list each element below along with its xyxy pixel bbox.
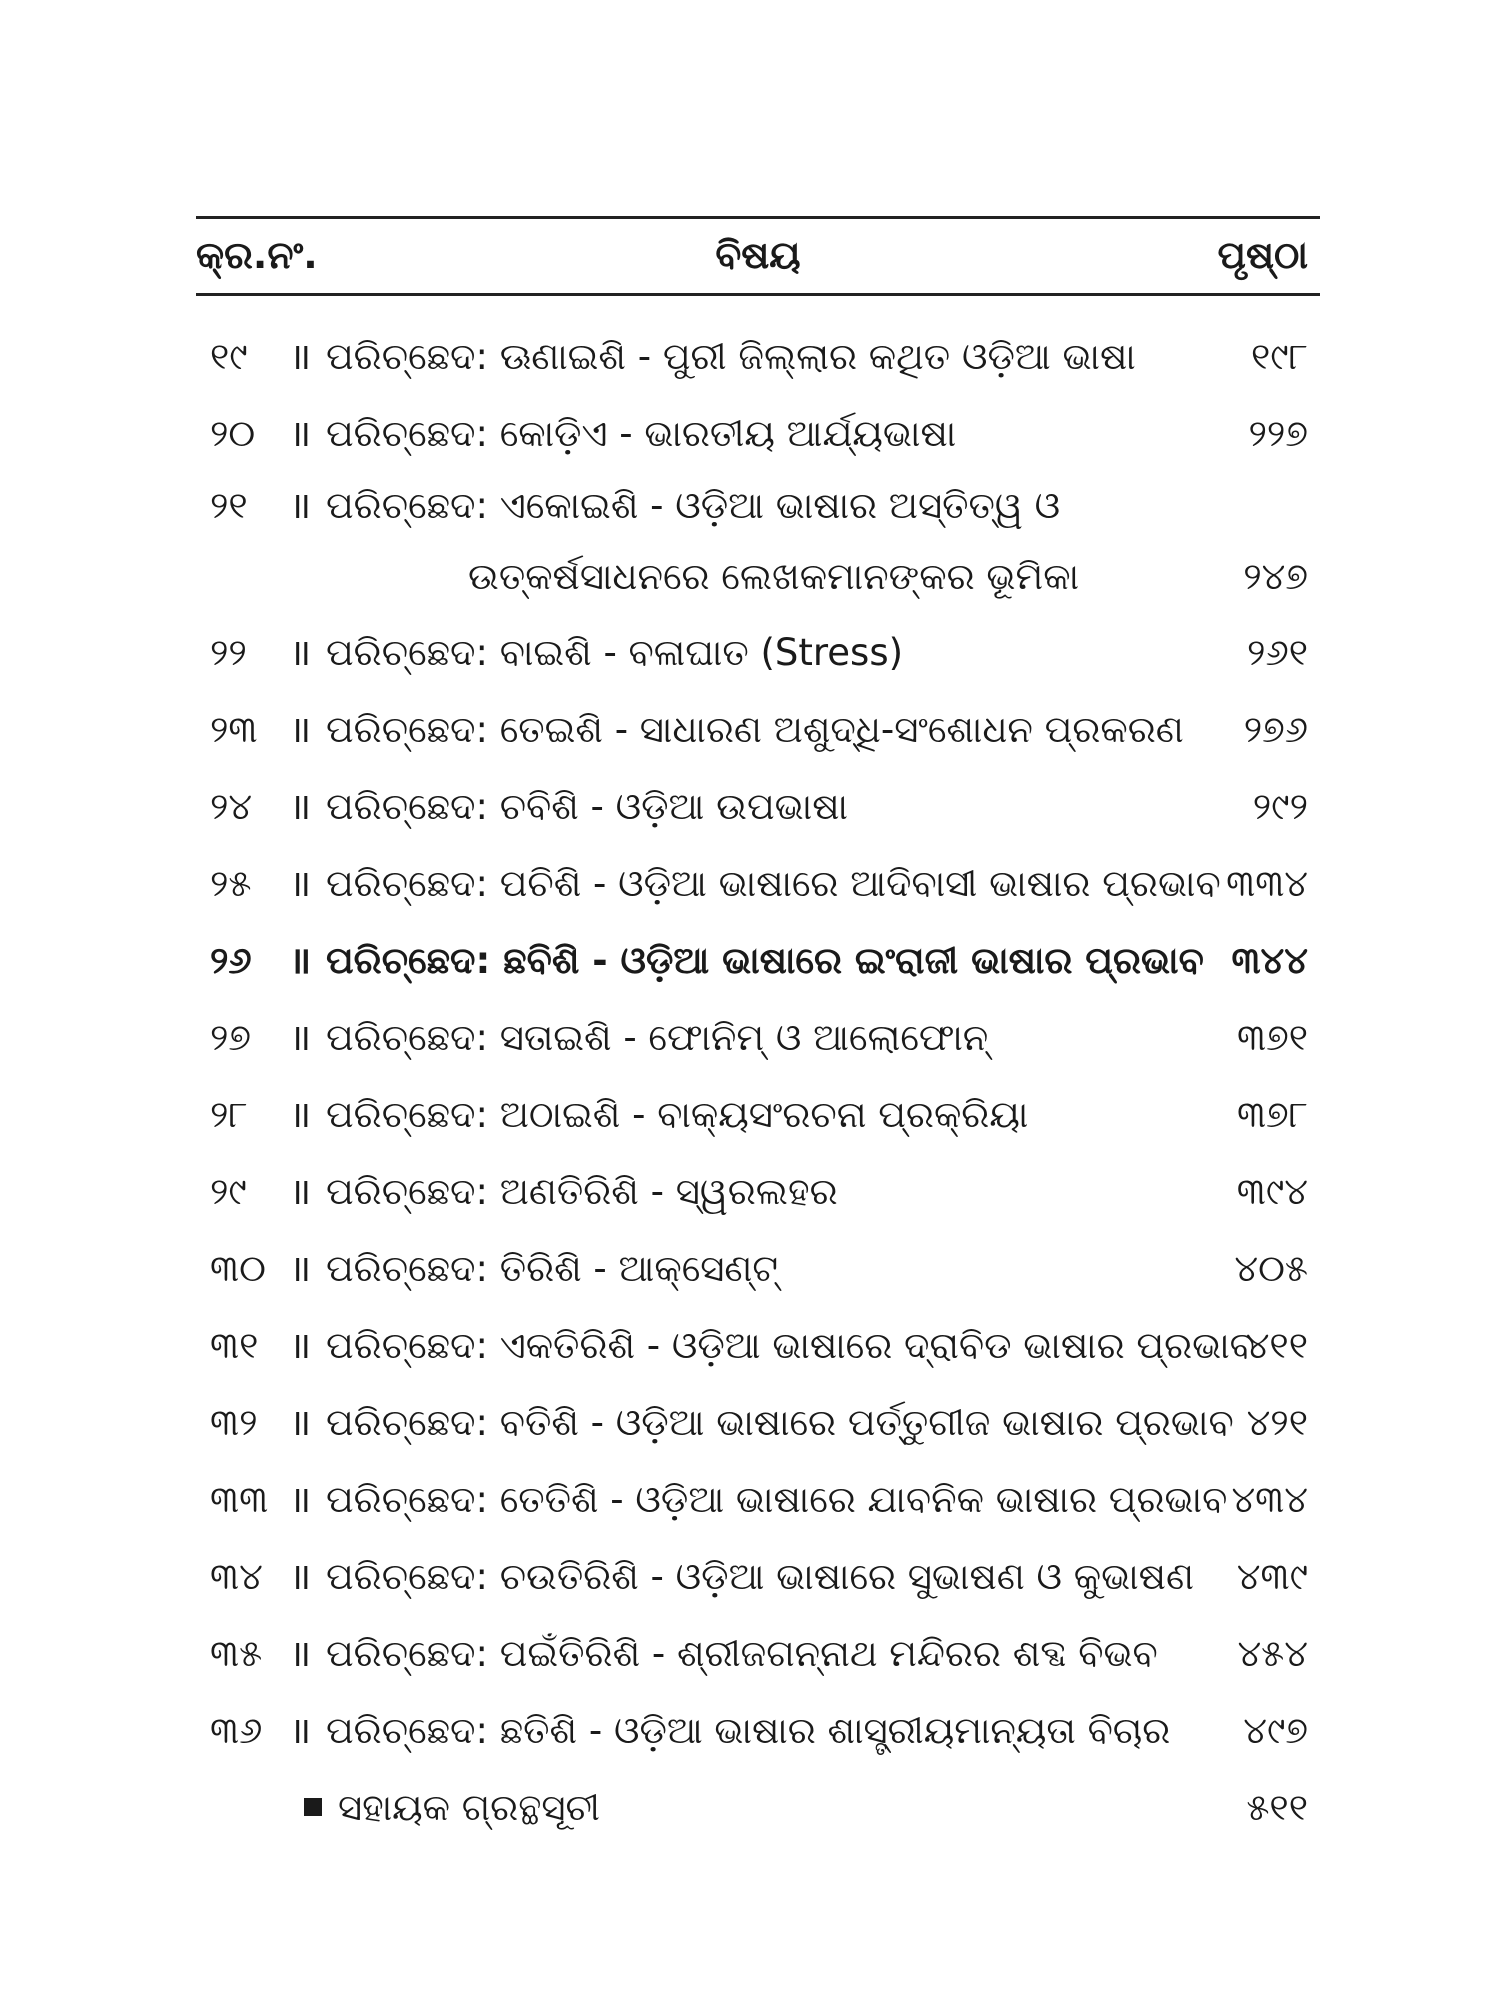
page-number: ୪୩୯ [1236, 1555, 1308, 1598]
page-number: ୨୯୨ [1252, 785, 1308, 828]
toc-row [196, 1230, 1320, 1307]
separator: ॥ [289, 1478, 312, 1521]
chapter-title: ପରିଚ୍ଛେଦ: ପଇଁତିରିଶି - ଶ୍ରୀଜଗନ୍ନାଥ ମନ୍ଦିରର ଶବ୍ଦ ବିଭବ [326, 1632, 1158, 1675]
separator: ॥ [289, 1632, 312, 1675]
toc-row [196, 1461, 1320, 1538]
serial-column-header: କ୍ର.ନଂ. [196, 233, 318, 277]
chapter-number: ୨୯ [210, 1170, 247, 1213]
separator: ॥ [289, 785, 312, 828]
chapter-number: ୨୧ [210, 484, 248, 527]
toc-row [196, 845, 1320, 922]
page-number: ୩୯୪ [1236, 1170, 1308, 1213]
square-bullet-icon [304, 1798, 322, 1816]
chapter-title: ପରିଚ୍ଛେଦ: ସତାଇଶି - ଫୋନିମ୍ ଓ ଆଲୋଫୋନ୍ [326, 1016, 989, 1059]
chapter-number: ୨୩ [210, 708, 258, 751]
toc-row [196, 318, 1320, 395]
page-number: ୩୭୧ [1236, 1016, 1308, 1059]
toc-entries [196, 318, 1320, 1846]
chapter-title: ପରିଚ୍ଛେଦ: ତିରିଶି - ଆକ୍ସେଣ୍ଟ୍ [326, 1247, 778, 1290]
separator: ॥ [289, 1324, 312, 1367]
chapter-title: ପରିଚ୍ଛେଦ: ପଚିଶି - ଓଡ଼ିଆ ଭାଷାରେ ଆଦିବାସୀ ଭାଷାର ପ୍ରଭାବ [326, 862, 1221, 905]
chapter-number: ୨୬ [210, 939, 252, 982]
toc-row [196, 1307, 1320, 1384]
chapter-number: ୨୪ [210, 785, 253, 828]
separator: ॥ [289, 1401, 312, 1444]
toc-row [196, 472, 1320, 540]
page-number: ୧୯୮ [1251, 335, 1308, 378]
toc-row [196, 1538, 1320, 1615]
page-number: ୨୭୬ [1243, 708, 1308, 751]
chapter-title: ପରିଚ୍ଛେଦ: ତେଇଶି - ସାଧାରଣ ଅଶୁଦ୍ଧି-ସଂଶୋଧନ ପ୍ରକରଣ [326, 708, 1184, 751]
chapter-number: ୩୨ [210, 1401, 258, 1444]
chapter-title: ପରିଚ୍ଛେଦ: ଚବିଶି - ଓଡ଼ିଆ ଉପଭାଷା [326, 785, 848, 828]
chapter-number: ୨୨ [210, 631, 247, 674]
toc-row [196, 1076, 1320, 1153]
chapter-title: ପରିଚ୍ଛେଦ: ଏକୋଇଶି - ଓଡ଼ିଆ ଭାଷାର ଅସ୍ତିତ୍ୱ ଓ [326, 484, 1061, 527]
toc-row-bibliography [196, 1769, 1320, 1846]
chapter-number: ୩୬ [210, 1709, 263, 1752]
chapter-title: ପରିଚ୍ଛେଦ: ଅଠାଇଶି - ବାକ୍ୟସଂରଚନା ପ୍ରକ୍ରିୟା [326, 1093, 1029, 1136]
page-number: ୪୫୪ [1237, 1632, 1308, 1675]
chapter-number: ୩୧ [210, 1324, 259, 1367]
separator: ॥ [289, 1709, 312, 1752]
separator: ॥ [289, 939, 312, 982]
toc-row [196, 922, 1320, 999]
chapter-title: ପରିଚ୍ଛେଦ: ଊଣାଇଶି - ପୁରୀ ଜିଲ୍ଲାର କଥିତ ଓଡ଼ିଆ ଭାଷା [326, 335, 1136, 378]
chapter-title: ପରିଚ୍ଛେଦ: ଛବିଶି - ଓଡ଼ିଆ ଭାଷାରେ ଇଂରାଜୀ ଭାଷାର ପ୍ରଭାବ [326, 939, 1204, 982]
chapter-number: ୨୮ [210, 1093, 248, 1136]
separator: ॥ [289, 1093, 312, 1136]
toc-row [196, 1692, 1320, 1769]
chapter-title: ପରିଚ୍ଛେଦ: ବତିଶି - ଓଡ଼ିଆ ଭାଷାରେ ପର୍ତ୍ତୁଗୀଜ ଭାଷାର ପ୍ରଭାବ [326, 1401, 1234, 1444]
separator: ॥ [289, 412, 312, 455]
toc-row [196, 1615, 1320, 1692]
toc-header [196, 219, 1320, 293]
chapter-number: ୩୦ [210, 1247, 266, 1290]
separator: ॥ [289, 1247, 312, 1290]
chapter-number: ୨୫ [210, 862, 252, 905]
separator: ॥ [289, 708, 312, 751]
separator: ॥ [289, 1016, 312, 1059]
bibliography-title: ସହାୟକ ଗ୍ରନ୍ଥସୂଚୀ [338, 1786, 600, 1829]
chapter-number: ୩୪ [210, 1555, 263, 1598]
page-number: ୪୦୫ [1234, 1247, 1308, 1290]
table-of-contents [196, 216, 1320, 1846]
chapter-title: ପରିଚ୍ଛେଦ: ଛତିଶି - ଓଡ଼ିଆ ଭାଷାର ଶାସ୍ତ୍ରୀୟମାନ୍ୟତା ବିଚାର [326, 1709, 1171, 1752]
toc-row [196, 999, 1320, 1076]
page-number: ୫୧୧ [1246, 1786, 1308, 1829]
chapter-title: ପରିଚ୍ଛେଦ: ଚଉତିରିଶି - ଓଡ଼ିଆ ଭାଷାରେ ସୁଭାଷଣ ଓ କୁଭାଷଣ [326, 1555, 1194, 1598]
separator: ॥ [289, 631, 312, 674]
toc-row [196, 395, 1320, 472]
separator: ॥ [289, 1555, 312, 1598]
chapter-number: ୩୫ [210, 1632, 263, 1675]
toc-row [196, 691, 1320, 768]
header-rule [196, 293, 1320, 296]
separator: ॥ [289, 335, 312, 378]
chapter-title: ପରିଚ୍ଛେଦ: ଏକତିରିଶି - ଓଡ଼ିଆ ଭାଷାରେ ଦ୍ରାବିଡ ଭାଷାର ପ୍ରଭାବ [326, 1324, 1255, 1367]
page-number: ୨୬୧ [1247, 631, 1308, 674]
page-column-header: ପୃଷ୍ଠା [1217, 233, 1308, 277]
page-number: ୨୨୭ [1248, 412, 1308, 455]
page-number: ୪୯୭ [1243, 1709, 1308, 1752]
chapter-title: ପରିଚ୍ଛେଦ: ବାଇଶି - ବଳାଘାତ (Stress) [326, 631, 904, 674]
page-number: ୨୪୭ [1243, 555, 1308, 598]
page-number: ୩୭୮ [1236, 1093, 1308, 1136]
chapter-title-continuation: ଉତ୍କର୍ଷସାଧନରେ ଲେଖକମାନଙ୍କର ଭୂମିକା [468, 555, 1080, 598]
chapter-title: ପରିଚ୍ଛେଦ: ଅଣତିରିଶି - ସ୍ୱରଲହର [326, 1170, 838, 1213]
chapter-title: ପରିଚ୍ଛେଦ: ତେତିଶି - ଓଡ଼ିଆ ଭାଷାରେ ଯାବନିକ ଭାଷାର ପ୍ରଭାବ [326, 1478, 1228, 1521]
toc-row [196, 1153, 1320, 1230]
chapter-number: ୨୦ [210, 412, 256, 455]
separator: ॥ [289, 484, 312, 527]
toc-row [196, 768, 1320, 845]
chapter-title: ପରିଚ୍ଛେଦ: କୋଡ଼ିଏ - ଭାରତୀୟ ଆର୍ଯ୍ୟଭାଷା [326, 412, 957, 455]
toc-row-continuation [196, 540, 1320, 614]
separator: ॥ [289, 862, 312, 905]
page-number: ୪୩୪ [1231, 1478, 1308, 1521]
page-number: ୩୪୪ [1231, 939, 1308, 982]
chapter-number: ୨୭ [210, 1016, 252, 1059]
page-number: ୪୧୧ [1245, 1324, 1308, 1367]
page-number: ୩୩୪ [1226, 862, 1308, 905]
chapter-number: ୩୩ [210, 1478, 269, 1521]
subject-column-header: ବିଷୟ [715, 233, 801, 277]
separator: ॥ [289, 1170, 312, 1213]
toc-row [196, 1384, 1320, 1461]
chapter-number: ୧୯ [210, 335, 248, 378]
page-number: ୪୨୧ [1246, 1401, 1308, 1444]
toc-row [196, 614, 1320, 691]
